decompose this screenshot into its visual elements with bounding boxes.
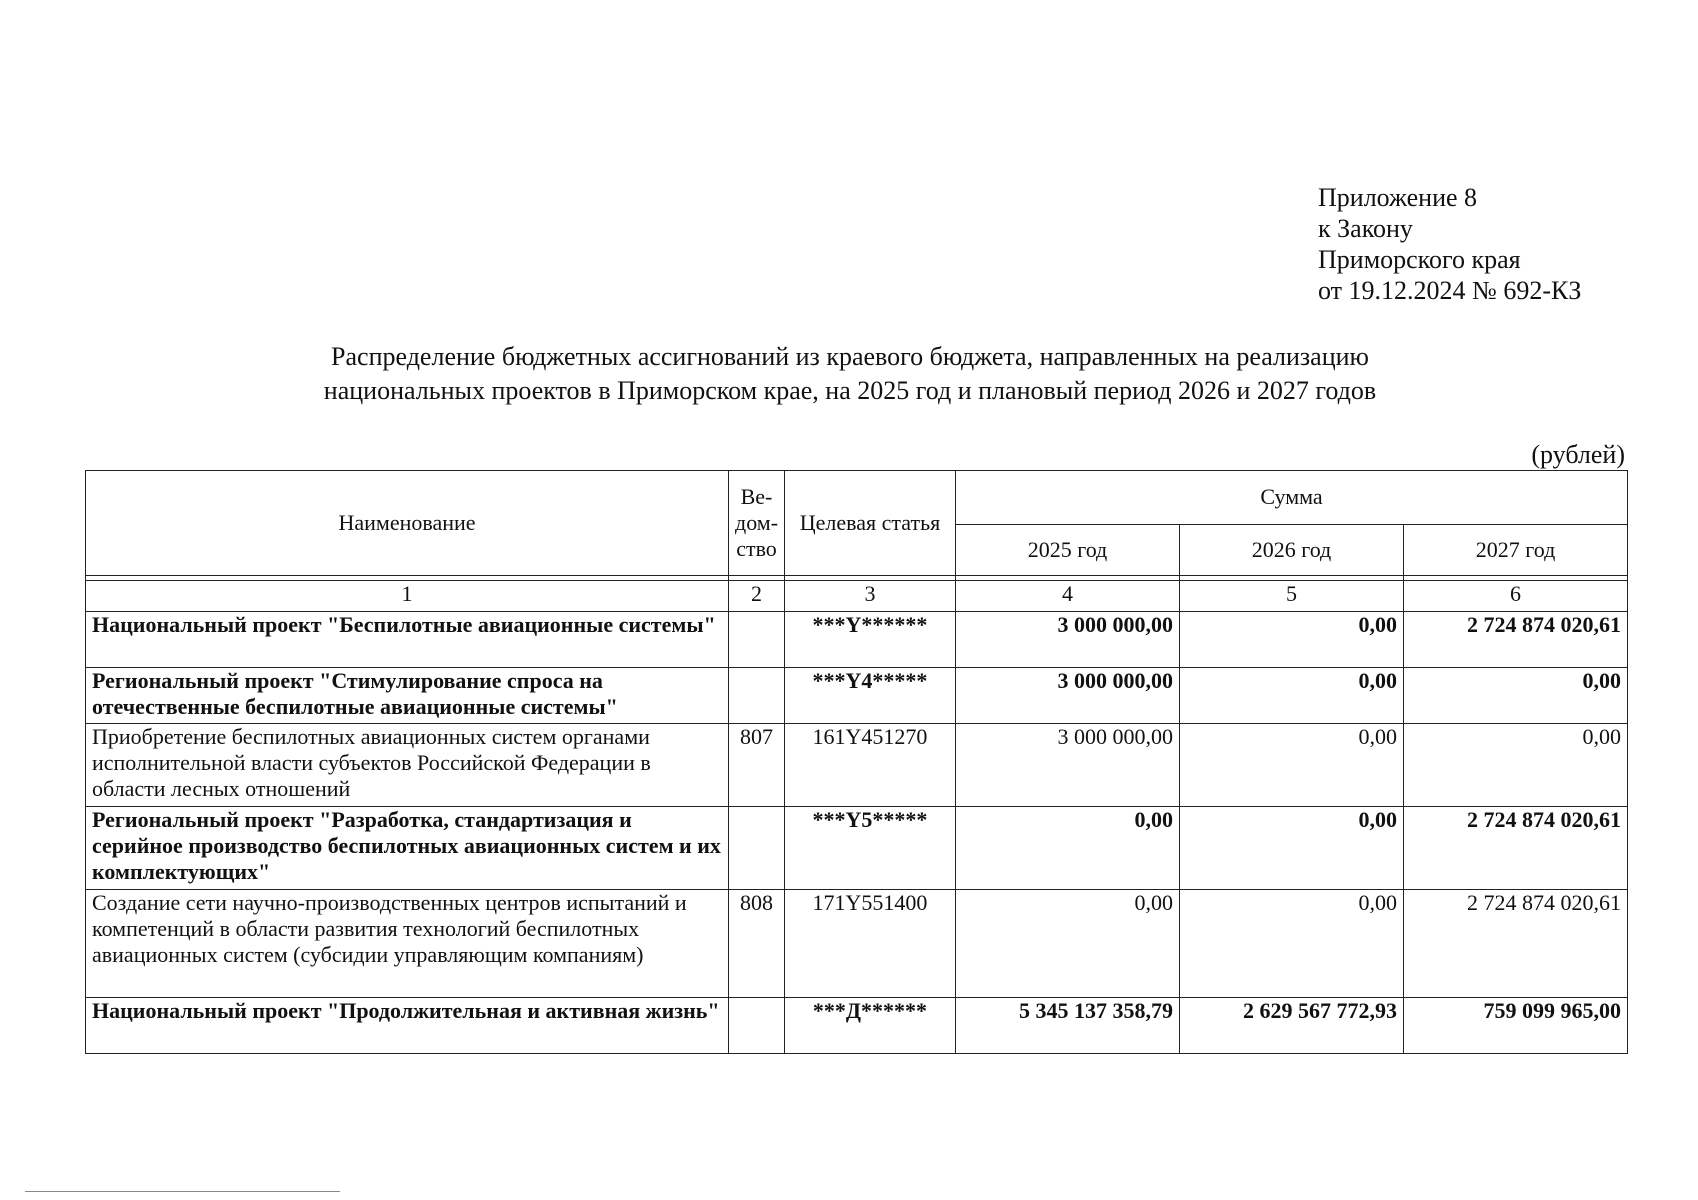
table-row xyxy=(86,998,1628,1054)
column-number: 1 xyxy=(86,581,729,612)
row-amount-2026: 0,00 xyxy=(1180,668,1404,724)
header-dept-line-3: ство xyxy=(736,536,777,561)
row-amount-2025: 3 000 000,00 xyxy=(956,612,1180,668)
column-number: 6 xyxy=(1404,581,1628,612)
header-dept-line-2: дом- xyxy=(735,510,779,535)
row-department: 807 xyxy=(729,724,785,807)
row-name: Национальный проект "Беспилотные авиационные системы" xyxy=(86,612,729,668)
title-line-1: Распределение бюджетных ассигнований из краевого бюджета, направленных на реализацию xyxy=(331,342,1369,371)
row-amount-2025: 0,00 xyxy=(956,807,1180,890)
column-number: 3 xyxy=(785,581,956,612)
header-department xyxy=(729,471,785,576)
row-department xyxy=(729,668,785,724)
table-row xyxy=(86,668,1628,724)
table-row xyxy=(86,890,1628,998)
row-department xyxy=(729,612,785,668)
row-amount-2026: 0,00 xyxy=(1180,724,1404,807)
row-amount-2027: 0,00 xyxy=(1404,724,1628,807)
table-row xyxy=(86,612,1628,668)
row-amount-2027: 2 724 874 020,61 xyxy=(1404,807,1628,890)
row-amount-2026: 0,00 xyxy=(1180,612,1404,668)
row-name: Создание сети научно-производственных центров испытаний и компетенций в области развития технологий беспилотных авиационных систем (субсидии управляющим компаниям) xyxy=(86,890,729,998)
column-number: 4 xyxy=(956,581,1180,612)
header-target-article: Целевая статья xyxy=(785,471,956,576)
row-target-article: ***Y5***** xyxy=(785,807,956,890)
row-amount-2026: 0,00 xyxy=(1180,807,1404,890)
appendix-line-2: к Закону xyxy=(1318,214,1413,243)
row-target-article: ***Y****** xyxy=(785,612,956,668)
header-name: Наименование xyxy=(86,471,729,576)
row-target-article: ***Д****** xyxy=(785,998,956,1054)
row-amount-2025: 0,00 xyxy=(956,890,1180,998)
row-department: 808 xyxy=(729,890,785,998)
header-year-2027: 2027 год xyxy=(1404,524,1628,576)
title-line-2: национальных проектов в Приморском крае, на 2025 год и плановый период 2026 и 2027 годов xyxy=(323,376,1377,405)
header-dept-line-1: Ве- xyxy=(740,484,773,509)
row-target-article: 171Y551400 xyxy=(785,890,956,998)
appendix-line-4: от 19.12.2024 № 692-КЗ xyxy=(1318,276,1582,305)
row-amount-2027: 759 099 965,00 xyxy=(1404,998,1628,1054)
row-amount-2025: 5 345 137 358,79 xyxy=(956,998,1180,1054)
row-department xyxy=(729,807,785,890)
row-amount-2027: 0,00 xyxy=(1404,668,1628,724)
footer-divider xyxy=(25,1191,340,1192)
header-year-2026: 2026 год xyxy=(1180,524,1404,576)
row-department xyxy=(729,998,785,1054)
row-amount-2027: 2 724 874 020,61 xyxy=(1404,612,1628,668)
table-row xyxy=(86,807,1628,890)
appendix-block xyxy=(1318,182,1581,306)
row-amount-2026: 2 629 567 772,93 xyxy=(1180,998,1404,1054)
appendix-line-3: Приморского края xyxy=(1318,245,1521,274)
appendix-line-1: Приложение 8 xyxy=(1318,183,1478,212)
row-name: Национальный проект "Продолжительная и активная жизнь" xyxy=(86,998,729,1054)
row-amount-2026: 0,00 xyxy=(1180,890,1404,998)
row-amount-2025: 3 000 000,00 xyxy=(956,668,1180,724)
row-target-article: ***Y4***** xyxy=(785,668,956,724)
column-number: 2 xyxy=(729,581,785,612)
row-amount-2025: 3 000 000,00 xyxy=(956,724,1180,807)
column-number: 5 xyxy=(1180,581,1404,612)
header-sum: Сумма xyxy=(956,471,1628,525)
table-row xyxy=(86,724,1628,807)
row-amount-2027: 2 724 874 020,61 xyxy=(1404,890,1628,998)
budget-table xyxy=(85,470,1628,1054)
column-numbers-row xyxy=(86,581,1628,612)
row-name: Региональный проект "Стимулирование спроса на отечественные беспилотные авиационные системы" xyxy=(86,668,729,724)
row-name: Приобретение беспилотных авиационных систем органами исполнительной власти субъектов Российской Федерации в области лесных отношений xyxy=(86,724,729,807)
document-title xyxy=(160,340,1540,408)
units-label: (рублей) xyxy=(1531,440,1625,469)
row-name: Региональный проект "Разработка, стандартизация и серийное производство беспилотных авиационных систем и их комплектующих" xyxy=(86,807,729,890)
row-target-article: 161Y451270 xyxy=(785,724,956,807)
header-year-2025: 2025 год xyxy=(956,524,1180,576)
